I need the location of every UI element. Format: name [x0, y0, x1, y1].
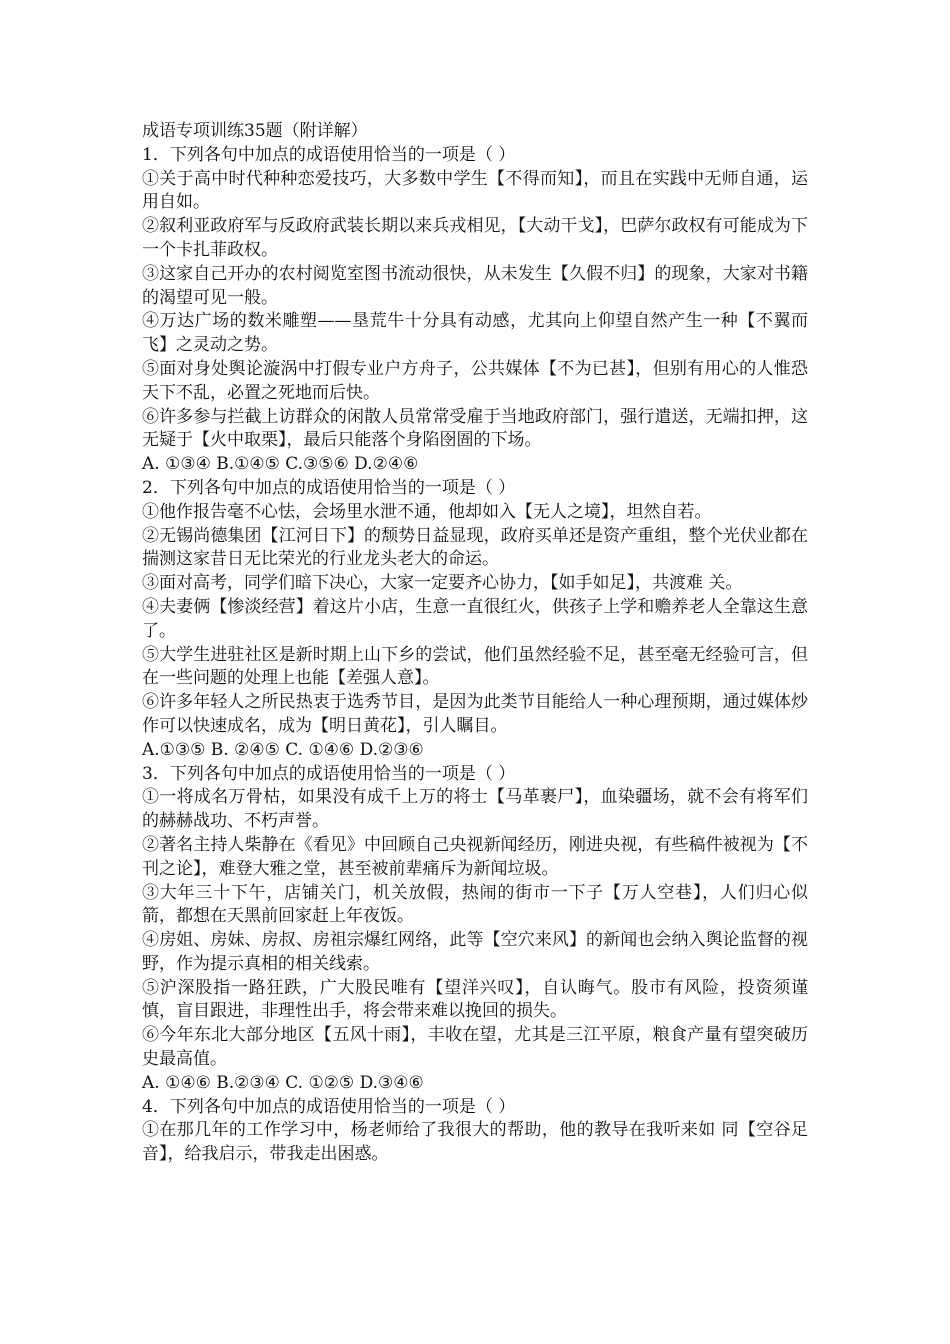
question-2-options: A.①③⑤ B. ②④⑤ C. ①④⑥ D.②③⑥ [142, 739, 424, 760]
question-1-item-2: ②叙利亚政府军与反政府武装长期以来兵戎相见，【大动干戈】，巴萨尔政权有可能成为下一个卡扎菲政权。 [142, 216, 808, 260]
question-1-item-4: ④万达广场的数米雕塑——垦荒牛十分具有动感，尤其向上仰望自然产生一种【不翼而飞】之灵动之势。 [142, 311, 808, 356]
question-1-item-1: ①关于高中时代种种恋爱技巧，大多数中学生【不得而知】，而且在实践中无师自通，运用自如。 [142, 168, 808, 213]
question-1-stem: 1．下列各句中加点的成语使用恰当的一项是（ ） [142, 144, 516, 165]
question-4-item-1: ①在那几年的工作学习中，杨老师给了我很大的帮助，他的教导在我听来如 同【空谷足音】，给我启示，带我走出困惑。 [142, 1120, 808, 1165]
document-title: 成语专项训练35题（附详解） [142, 121, 368, 141]
question-3-item-1: ①一将成名万骨枯，如果没有成千上万的将士【马革裹尸】，血染疆场，就不会有将军们的赫赫战功、不朽声誉。 [142, 787, 808, 832]
question-2-item-1: ①他作报告毫不心怯，会场里水泄不通，他却如入【无人之境】，坦然自若。 [142, 501, 712, 522]
question-1-item-3: ③这家自己开办的农村阅览室图书流动很快，从未发生【久假不归】的现象，大家对书籍的渴望可见一般。 [142, 263, 808, 308]
question-3-item-3: ③大年三十下午，店铺关门，机关放假，热闹的街市一下子【万人空巷】，人们归心似箭，都想在天黑前回家赶上年夜饭。 [142, 882, 808, 927]
question-3-stem: 3．下列各句中加点的成语使用恰当的一项是（ ） [142, 763, 516, 784]
question-2-stem: 2．下列各句中加点的成语使用恰当的一项是（ ） [142, 477, 516, 498]
question-1-item-6: ⑥许多参与拦截上访群众的闲散人员常常受雇于当地政府部门，强行遣送，无端扣押，这无疑于【火中取栗】，最后只能落个身陷囹圄的下场。 [142, 406, 808, 451]
question-2-item-6: ⑥许多年轻人之所民热衷于选秀节目，是因为此类节目能给人一种心理预期，通过媒体炒作可以快速成名，成为【明日黄花】，引人瞩目。 [142, 692, 808, 736]
question-2-item-4: ④夫妻俩【惨淡经营】着这片小店，生意一直很红火，供孩子上学和赡养老人全靠这生意了。 [142, 596, 808, 641]
question-3-item-4: ④房姐、房妹、房叔、房祖宗爆红网络，此等【空穴来风】的新闻也会纳入舆论监督的视野，作为提示真相的相关线索。 [142, 930, 808, 974]
question-3-item-5: ⑤沪深股指一路狂跌，广大股民唯有【望洋兴叹】，自认晦气。股市有风险，投资须谨慎，盲目跟进，非理性出手，将会带来难以挽回的损失。 [142, 977, 808, 1022]
document-body [142, 120, 808, 1167]
question-3-item-2: ②著名主持人柴静在《看见》中回顾自己央视新闻经历，刚进央视，有些稿件被视为【不刊之论】，难登大雅之堂，甚至被前辈痛斥为新闻垃圾。 [142, 834, 808, 879]
question-3-item-6: ⑥今年东北大部分地区【五风十雨】，丰收在望，尤其是三江平原，粮食产量有望突破历史最高值。 [142, 1025, 808, 1070]
question-2-item-5: ⑤大学生进驻社区是新时期上山下乡的尝试，他们虽然经验不足，甚至毫无经验可言，但在一些问题的处理上也能【差强人意】。 [142, 644, 808, 689]
question-4-stem: 4．下列各句中加点的成语使用恰当的一项是（ ） [142, 1096, 516, 1117]
question-1-item-5: ⑤面对身处舆论漩涡中打假专业户方舟子，公共媒体【不为已甚】，但别有用心的人惟恐天下不乱，必置之死地而后快。 [142, 358, 808, 403]
question-2-item-3: ③面对高考，同学们暗下决心，大家一定要齐心协力，【如手如足】，共渡难 关。 [142, 573, 743, 594]
question-2-item-2: ②无锡尚德集团【江河日下】的颓势日益显现，政府买单还是资产重组，整个光伏业都在揣测这家昔日无比荣光的行业龙头老大的命运。 [142, 525, 808, 570]
question-3-options: A. ①④⑥ B.②③④ C. ①②⑤ D.③④⑥ [142, 1072, 424, 1093]
question-1-options: A. ①③④ B.①④⑤ C.③⑤⑥ D.②④⑥ [142, 454, 419, 475]
